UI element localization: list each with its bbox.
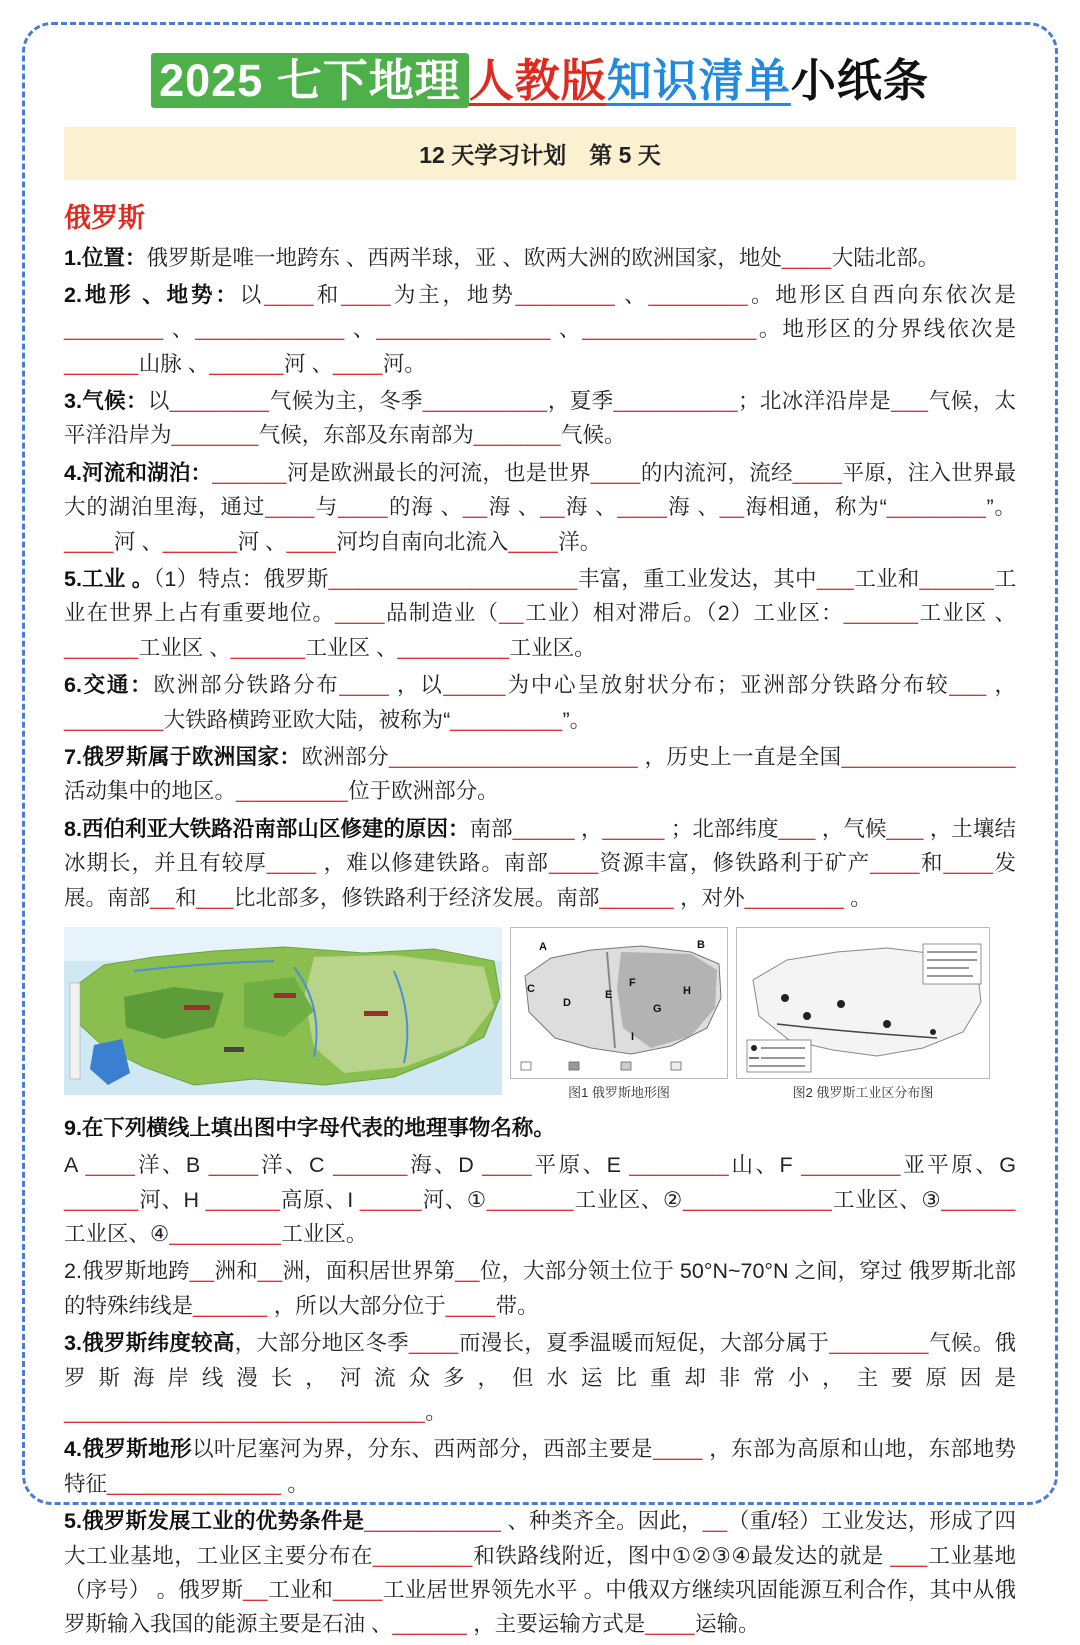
fill-in-blank: _________: [236, 779, 349, 804]
fill-in-blank: ______: [941, 1187, 1016, 1212]
fill-in-blank: ____: [286, 529, 337, 554]
fill-in-blank: ____: [64, 529, 114, 554]
fill-in-blank: _____________________________: [64, 1400, 426, 1425]
fill-in-blank: ______: [919, 567, 995, 592]
section-heading-russia: 俄罗斯: [64, 202, 145, 233]
fill-in-blank: ___: [891, 389, 929, 414]
fill-in-blank: ____: [590, 460, 641, 485]
question-text: 俄罗斯是唯一地跨东 、西两半球，亚 、欧两大洲的欧洲国家，地处____大陆北部。: [146, 245, 940, 270]
fill-in-blank: __: [257, 1259, 283, 1284]
svg-text:H: H: [683, 984, 691, 997]
title-green-segment: 2025 七下地理: [151, 53, 469, 108]
fill-in-blank: ________: [886, 495, 987, 520]
fill-in-blank: ______________: [841, 744, 1016, 769]
fill-in-blank: ___: [949, 673, 987, 698]
fill-in-blank: ______: [599, 885, 675, 910]
question-list-1: [64, 241, 1016, 915]
fill-in-blank: ______________: [107, 1471, 282, 1496]
question-label: 2.地形 、地势：: [64, 282, 240, 307]
question-item: [64, 456, 1016, 559]
fill-in-blank: _________: [169, 1222, 282, 1247]
fill-in-blank: __: [243, 1578, 268, 1602]
fill-in-blank: ____________________: [328, 567, 578, 592]
fill-in-blank: ____: [339, 673, 390, 698]
fill-in-blank: ______: [333, 1153, 408, 1178]
fill-in-blank: _________: [397, 635, 510, 660]
fill-in-blank: ____: [264, 282, 314, 307]
question-text: 欧洲部分铁路分布____ ，以_____为中心呈放射状分布；亚洲部分铁路分布较___ ，________大铁路横跨亚欧大陆，被称为“_________”。: [64, 673, 1016, 732]
fill-in-blank: ____: [943, 851, 994, 876]
fill-in-blank: ___: [816, 567, 855, 592]
figure2-group: [736, 927, 990, 1101]
fill-in-blank: ________: [515, 282, 616, 307]
worksheet-content: [64, 52, 1016, 1645]
fill-in-blank: ____: [341, 282, 391, 307]
question-label: 9.在下列横线上填出图中字母代表的地理事物名称。: [64, 1115, 555, 1140]
fill-in-blank: ____: [408, 1331, 459, 1356]
question-text: 欧洲部分____________________ ，历史上一直是全国______________活动集中的地区。_________位于欧洲部分。: [64, 744, 1016, 804]
fill-in-blank: ____: [445, 1293, 496, 1318]
question-item: [64, 1111, 1016, 1145]
question-item: [64, 562, 1016, 665]
russia-terrain-gray-map: [510, 927, 728, 1079]
fill-in-blank: ______: [193, 1293, 268, 1318]
fill-in-blank: _____: [443, 673, 506, 698]
fill-in-blank: ______: [162, 529, 238, 554]
fill-in-blank: _______: [486, 1187, 574, 1212]
fill-in-blank: ___: [778, 816, 816, 841]
fill-in-blank: ____: [266, 851, 317, 876]
fill-in-blank: ____: [85, 1153, 136, 1178]
fill-in-blank: ____________: [682, 1187, 833, 1212]
title-black-segment: 小纸条: [790, 55, 929, 106]
question-label: 5.工业 。: [64, 567, 154, 592]
fill-in-blank: __________: [422, 389, 548, 414]
fill-in-blank: ______________: [582, 317, 757, 342]
fill-in-blank: ___________: [364, 1509, 502, 1534]
fill-in-blank: ______: [205, 1187, 281, 1212]
fill-in-blank: _____: [359, 1187, 423, 1212]
question-list-2: [64, 1111, 1016, 1642]
question-label: 4.河流和湖泊：: [64, 460, 213, 485]
fill-in-blank: ____: [332, 351, 383, 376]
fill-in-blank: __: [455, 1259, 480, 1284]
fill-in-blank: ___: [886, 816, 924, 841]
fill-in-blank: __: [150, 885, 175, 910]
fill-in-blank: ____________: [195, 317, 345, 342]
fill-in-blank: ________: [373, 1543, 473, 1568]
fill-in-blank: ____: [482, 1153, 533, 1178]
question-item: [64, 1148, 1016, 1251]
fill-in-blank: ________: [648, 282, 749, 307]
fill-in-blank: ____: [335, 601, 385, 626]
fill-in-blank: ____: [652, 1437, 703, 1462]
fill-in-blank: ______: [209, 351, 284, 376]
fill-in-blank: ____: [265, 495, 316, 520]
fill-in-blank: __: [499, 601, 524, 626]
fill-in-blank: ____: [617, 495, 668, 520]
question-text: 以____和____为主，地势________ 、________。地形区自西向东依次是________ 、____________ 、______________ 、______________。地形区的分界线依次是______山脉 、______河 、____河。: [64, 282, 1016, 376]
question-label: 7.俄罗斯属于欧洲国家：: [64, 744, 302, 769]
fill-in-blank: ______: [64, 1187, 139, 1212]
svg-text:A: A: [539, 940, 547, 953]
question-item: [64, 384, 1016, 453]
fill-in-blank: ___: [196, 885, 234, 910]
figure1-caption: 图1 俄罗斯地形图: [568, 1084, 670, 1100]
svg-text:B: B: [697, 938, 705, 951]
fill-in-blank: ____________________: [388, 744, 639, 769]
svg-text:F: F: [629, 976, 636, 989]
question-label: 4.俄罗斯地形: [64, 1437, 193, 1462]
question-label: 3.俄罗斯纬度较高: [64, 1331, 235, 1356]
question-text: 以叶尼塞河为界，分东、西两部分，西部主要是____ ，东部为高原和山地，东部地势特征______________ 。: [64, 1437, 1016, 1496]
fill-in-blank: ______: [212, 460, 287, 485]
fill-in-blank: ______: [64, 635, 139, 660]
question-item: [64, 241, 1016, 275]
fill-in-blank: ________: [64, 707, 164, 732]
figure-row: [64, 927, 1016, 1101]
fill-in-blank: ______: [230, 635, 306, 660]
fill-in-blank: ____: [338, 495, 389, 520]
fill-in-blank: __: [462, 495, 488, 520]
question-label: 8.西伯利亚大铁路沿南部山区修建的原因：: [64, 816, 470, 841]
fill-in-blank: ____: [645, 1612, 696, 1637]
question-item: [64, 668, 1016, 737]
svg-text:I: I: [631, 1030, 635, 1043]
fill-in-blank: ______: [392, 1612, 468, 1637]
fill-in-blank: _____: [512, 816, 575, 841]
question-item: [64, 278, 1016, 381]
question-item: [64, 1254, 1016, 1323]
figure2-caption: 图2 俄罗斯工业区分布图: [792, 1084, 934, 1100]
svg-text:C: C: [527, 982, 535, 995]
question-item: [64, 1432, 1016, 1501]
fill-in-blank: ____: [781, 245, 832, 270]
fill-in-blank: ________: [744, 885, 845, 910]
question-text: 南部_____ ，_____ ；北部纬度___ ，气候___ ，土壤结冰期长，并且有较厚____ ，难以修建铁路。南部____资源丰富，修铁路利于矿产____和____发展。南部__和___比北部多，修铁路利于经济发展。南部______ ，对外________ 。: [64, 816, 1016, 910]
figure1-group: [510, 927, 728, 1101]
question-label: 6.交通：: [64, 673, 154, 698]
fill-in-blank: ____: [333, 1578, 383, 1602]
fill-in-blank: _____: [602, 816, 665, 841]
fill-in-blank: ________: [629, 1153, 730, 1178]
fill-in-blank: ________: [801, 1153, 901, 1178]
question-label: 1.位置：: [64, 245, 147, 270]
study-plan-banner: 12 天学习计划 第 5 天: [64, 127, 1016, 180]
page-title: [64, 52, 1016, 111]
fill-in-blank: ______: [64, 351, 139, 376]
question-label: 3.气候：: [64, 389, 148, 414]
question-text: 2.俄罗斯地跨__洲和__洲，面积居世界第__位，大部分领土位于 50°N~70°N 之间，穿过 俄罗斯北部的特殊纬线是______ ，所以大部分位于____带。: [64, 1259, 1016, 1318]
fill-in-blank: __: [540, 495, 566, 520]
fill-in-blank: _________: [450, 707, 563, 732]
question-text: 以________气候为主，冬季__________，夏季__________；北冰洋沿岸是___气候，太平洋沿岸为_______气候，东部及东南部为_______气候。: [64, 389, 1016, 448]
svg-text:E: E: [605, 988, 613, 1001]
fill-in-blank: ________: [64, 317, 164, 342]
question-text: ___________ 、种类齐全。因此，__（重/轻）工业发达，形成了四大工业基地，工业区主要分布在________和铁路线附近，图中①②③④最发达的就是 ___工业基地（序号） 。俄罗斯__工业和____工业居世界领先水平 。中俄双方继续巩固能源互利合作，其中从俄罗斯输入我国的能源主要是石油 、______ ，主要运输方式是____运输。: [64, 1509, 1016, 1637]
fill-in-blank: __: [702, 1509, 728, 1534]
question-text: ______河是欧洲最长的河流，也是世界____的内流河，流经____平原，注入世界最大的湖泊里海，通过____与____的海 、__海 、__海 、____海 、__海相通，称为“________”。____河 、______河 、____河均自南向北流入____洋。: [64, 460, 1016, 554]
question-item: [64, 740, 1016, 809]
fill-in-blank: ____: [208, 1153, 259, 1178]
fill-in-blank: __: [719, 495, 745, 520]
russia-terrain-color-map: [64, 927, 502, 1095]
russia-industry-map: [736, 927, 990, 1079]
question-text: （1）特点：俄罗斯____________________丰富，重工业发达，其中___工业和______工业在世界上占有重要地位。____品制造业（__工业）相对滞后。（2）工业区：______工业区 、______工业区 、______工业区 、_________工业区。: [64, 567, 1016, 660]
question-item: [64, 1326, 1016, 1429]
fill-in-blank: __________: [613, 389, 739, 414]
question-item: [64, 812, 1016, 915]
fill-in-blank: ___: [890, 1543, 928, 1568]
fill-in-blank: ____: [548, 851, 599, 876]
title-blue-segment: 知识清单: [606, 55, 791, 106]
fill-in-blank: ______________: [376, 317, 551, 342]
fill-in-blank: ______: [843, 601, 919, 626]
fill-in-blank: ________: [169, 389, 270, 414]
fill-in-blank: __: [189, 1259, 215, 1284]
question-item: [64, 1504, 1016, 1642]
fill-in-blank: ____: [792, 460, 843, 485]
question-text: A ____洋、B ____洋、C ______海、D ____平原、E ________山、F ________亚平原、G ______河、H ______高原、I _____河、①_______工业区、②____________工业区、③______工业区、④_________工业区。: [64, 1153, 1016, 1247]
question-label: 5.俄罗斯发展工业的优势条件是: [64, 1509, 365, 1534]
question-text: ，大部分地区冬季____而漫长，夏季温暖而短促，大部分属于________气候。俄罗斯海岸线漫长，河流众多，但水运比重却非常小，主要原因是_____________________________。: [64, 1331, 1016, 1425]
fill-in-blank: _______: [171, 423, 259, 448]
svg-text:G: G: [653, 1002, 662, 1015]
fill-in-blank: ____: [508, 529, 559, 554]
svg-text:D: D: [563, 996, 571, 1009]
fill-in-blank: ________: [829, 1331, 929, 1356]
fill-in-blank: ____: [870, 851, 921, 876]
title-red-segment: 人教版: [468, 55, 607, 106]
fill-in-blank: _______: [473, 423, 561, 448]
